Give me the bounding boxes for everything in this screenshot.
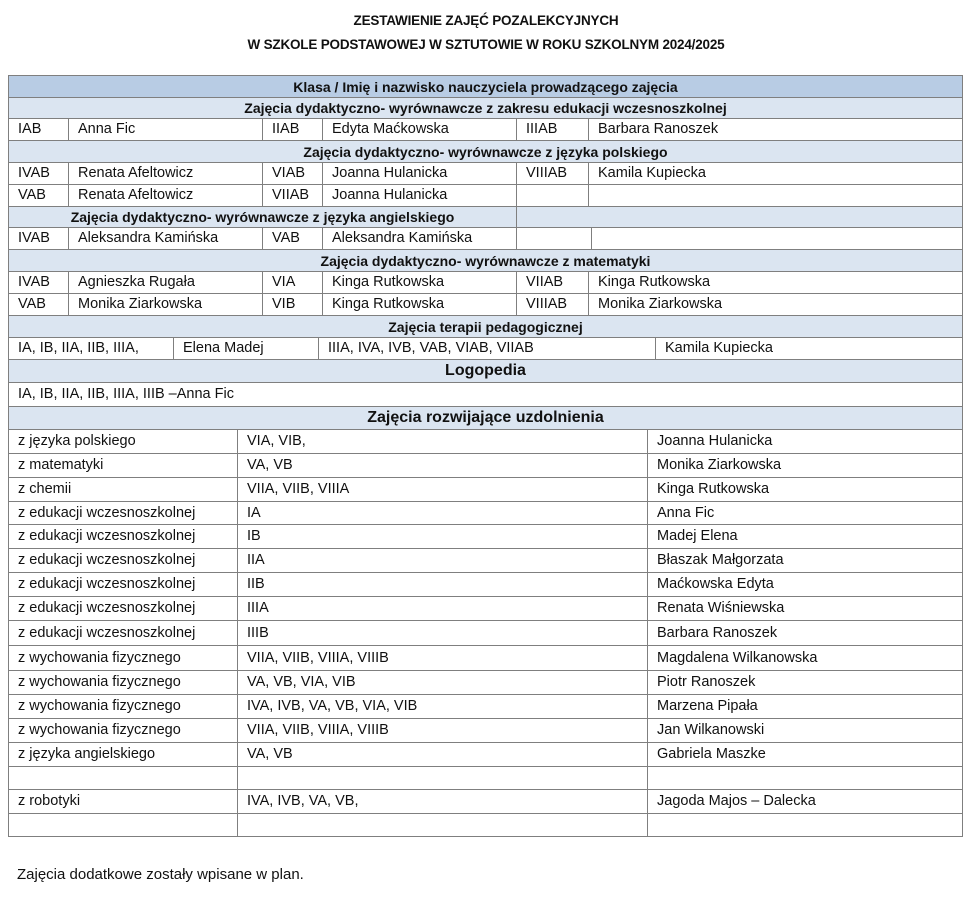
class-cell: VIAB (262, 162, 323, 185)
class-cell: IVAB (8, 227, 69, 250)
class-cell: IVAB (8, 271, 69, 294)
subject-cell: z wychowania fizycznego (8, 694, 238, 719)
classes-cell: VA, VB, VIA, VIB (237, 670, 648, 695)
teacher-cell (591, 227, 963, 250)
main-header: Klasa / Imię i nazwisko nauczyciela prowadzącego zajęcia (8, 75, 963, 98)
teacher-cell: Monika Ziarkowska (647, 453, 963, 478)
teacher-cell: Joanna Hulanicka (322, 184, 517, 207)
teacher-cell (647, 766, 963, 790)
teacher-cell: Agnieszka Rugała (68, 271, 263, 294)
teacher-cell: Aleksandra Kamińska (322, 227, 517, 250)
teacher-cell: Kamila Kupiecka (655, 337, 963, 360)
speech-therapy-row: IA, IB, IIA, IIB, IIIA, IIIB –Anna Fic (8, 382, 963, 407)
subject-cell: z robotyki (8, 789, 238, 814)
class-cell: VIIAB (516, 271, 589, 294)
teacher-cell: Jan Wilkanowski (647, 718, 963, 743)
title-line-2: W SZKOLE PODSTAWOWEJ W SZTUTOWIE W ROKU SZKOLNYM 2024/2025 (247, 37, 725, 52)
section-header-polish: Zajęcia dydaktyczno- wyrównawcze z języka polskiego (8, 140, 963, 163)
teacher-cell: Joanna Hulanicka (647, 429, 963, 454)
class-cell: IVAB (8, 162, 69, 185)
teacher-cell: Madej Elena (647, 524, 963, 549)
teacher-cell: Kamila Kupiecka (588, 162, 963, 185)
classes-cell: IIIB (237, 620, 648, 646)
section-header-speech: Logopedia (8, 359, 963, 383)
classes-cell: IA, IB, IIA, IIB, IIIA, (8, 337, 174, 360)
classes-cell: VIA, VIB, (237, 429, 648, 454)
teacher-cell: Edyta Maćkowska (322, 118, 517, 141)
class-cell (516, 184, 589, 207)
class-cell: VAB (8, 184, 69, 207)
section-header-english: Zajęcia dydaktyczno- wyrównawcze z języka angielskiego (8, 206, 517, 228)
section-header-early-ed: Zajęcia dydaktyczno- wyrównawcze z zakresu edukacji wczesnoszkolnej (8, 97, 963, 119)
teacher-cell: Marzena Pipała (647, 694, 963, 719)
section-header-talent: Zajęcia rozwijające uzdolnienia (8, 406, 963, 430)
subject-cell: z wychowania fizycznego (8, 645, 238, 671)
classes-cell: IIIA, IVA, IVB, VAB, VIAB, VIIAB (318, 337, 656, 360)
classes-cell: IIA (237, 548, 648, 573)
teacher-cell: Piotr Ranoszek (647, 670, 963, 695)
teacher-cell: Kinga Rutkowska (322, 293, 517, 316)
class-cell: VIIAB (262, 184, 323, 207)
classes-cell: VIIA, VIIB, VIIIA, VIIIB (237, 718, 648, 743)
class-cell: IIAB (262, 118, 323, 141)
class-cell: IAB (8, 118, 69, 141)
class-cell (516, 227, 592, 250)
teacher-cell: Maćkowska Edyta (647, 572, 963, 597)
classes-cell: IA (237, 501, 648, 525)
subject-cell: z języka polskiego (8, 429, 238, 454)
teacher-cell: Elena Madej (173, 337, 319, 360)
subject-cell: z języka angielskiego (8, 742, 238, 767)
class-cell: IIIAB (516, 118, 589, 141)
subject-cell (8, 813, 238, 837)
classes-cell: VIIA, VIIB, VIIIA (237, 477, 648, 502)
subject-cell: z edukacji wczesnoszkolnej (8, 572, 238, 597)
class-cell: VIIIAB (516, 293, 589, 316)
class-cell: VIA (262, 271, 323, 294)
subject-cell: z edukacji wczesnoszkolnej (8, 501, 238, 525)
class-cell: VAB (8, 293, 69, 316)
classes-cell (237, 766, 648, 790)
subject-cell: z wychowania fizycznego (8, 718, 238, 743)
section-header-therapy: Zajęcia terapii pedagogicznej (8, 315, 963, 338)
classes-cell: VIIA, VIIB, VIIIA, VIIIB (237, 645, 648, 671)
teacher-cell: Kinga Rutkowska (588, 271, 963, 294)
subject-cell (8, 766, 238, 790)
classes-cell: VA, VB (237, 453, 648, 478)
class-cell: VAB (262, 227, 323, 250)
teacher-cell: Magdalena Wilkanowska (647, 645, 963, 671)
teacher-cell: Barbara Ranoszek (588, 118, 963, 141)
classes-cell: IB (237, 524, 648, 549)
teacher-cell: Anna Fic (68, 118, 263, 141)
title-line-1: ZESTAWIENIE ZAJĘĆ POZALEKCYJNYCH (353, 13, 619, 28)
teacher-cell (588, 184, 963, 207)
teacher-cell: Monika Ziarkowska (68, 293, 263, 316)
class-cell: VIIIAB (516, 162, 589, 185)
teacher-cell: Anna Fic (647, 501, 963, 525)
classes-cell (237, 813, 648, 837)
subject-cell: z edukacji wczesnoszkolnej (8, 548, 238, 573)
teacher-cell: Jagoda Majos – Dalecka (647, 789, 963, 814)
subject-cell: z wychowania fizycznego (8, 670, 238, 695)
teacher-cell: Błaszak Małgorzata (647, 548, 963, 573)
teacher-cell: Renata Afeltowicz (68, 162, 263, 185)
footer-note: Zajęcia dodatkowe zostały wpisane w plan. (17, 866, 304, 883)
teacher-cell: Barbara Ranoszek (647, 620, 963, 646)
teacher-cell: Aleksandra Kamińska (68, 227, 263, 250)
teacher-cell: Gabriela Maszke (647, 742, 963, 767)
teacher-cell: Renata Afeltowicz (68, 184, 263, 207)
classes-cell: IVA, IVB, VA, VB, VIA, VIB (237, 694, 648, 719)
teacher-cell: Kinga Rutkowska (322, 271, 517, 294)
subject-cell: z chemii (8, 477, 238, 502)
section-header-blank (516, 206, 963, 228)
subject-cell: z edukacji wczesnoszkolnej (8, 596, 238, 621)
classes-cell: IIIA (237, 596, 648, 621)
teacher-cell: Joanna Hulanicka (322, 162, 517, 185)
subject-cell: z matematyki (8, 453, 238, 478)
subject-cell: z edukacji wczesnoszkolnej (8, 620, 238, 646)
class-cell: VIB (262, 293, 323, 316)
classes-cell: VA, VB (237, 742, 648, 767)
classes-cell: IIB (237, 572, 648, 597)
classes-cell: IVA, IVB, VA, VB, (237, 789, 648, 814)
teacher-cell: Renata Wiśniewska (647, 596, 963, 621)
teacher-cell: Kinga Rutkowska (647, 477, 963, 502)
teacher-cell: Monika Ziarkowska (588, 293, 963, 316)
subject-cell: z edukacji wczesnoszkolnej (8, 524, 238, 549)
section-header-math: Zajęcia dydaktyczno- wyrównawcze z matematyki (8, 249, 963, 272)
teacher-cell (647, 813, 963, 837)
